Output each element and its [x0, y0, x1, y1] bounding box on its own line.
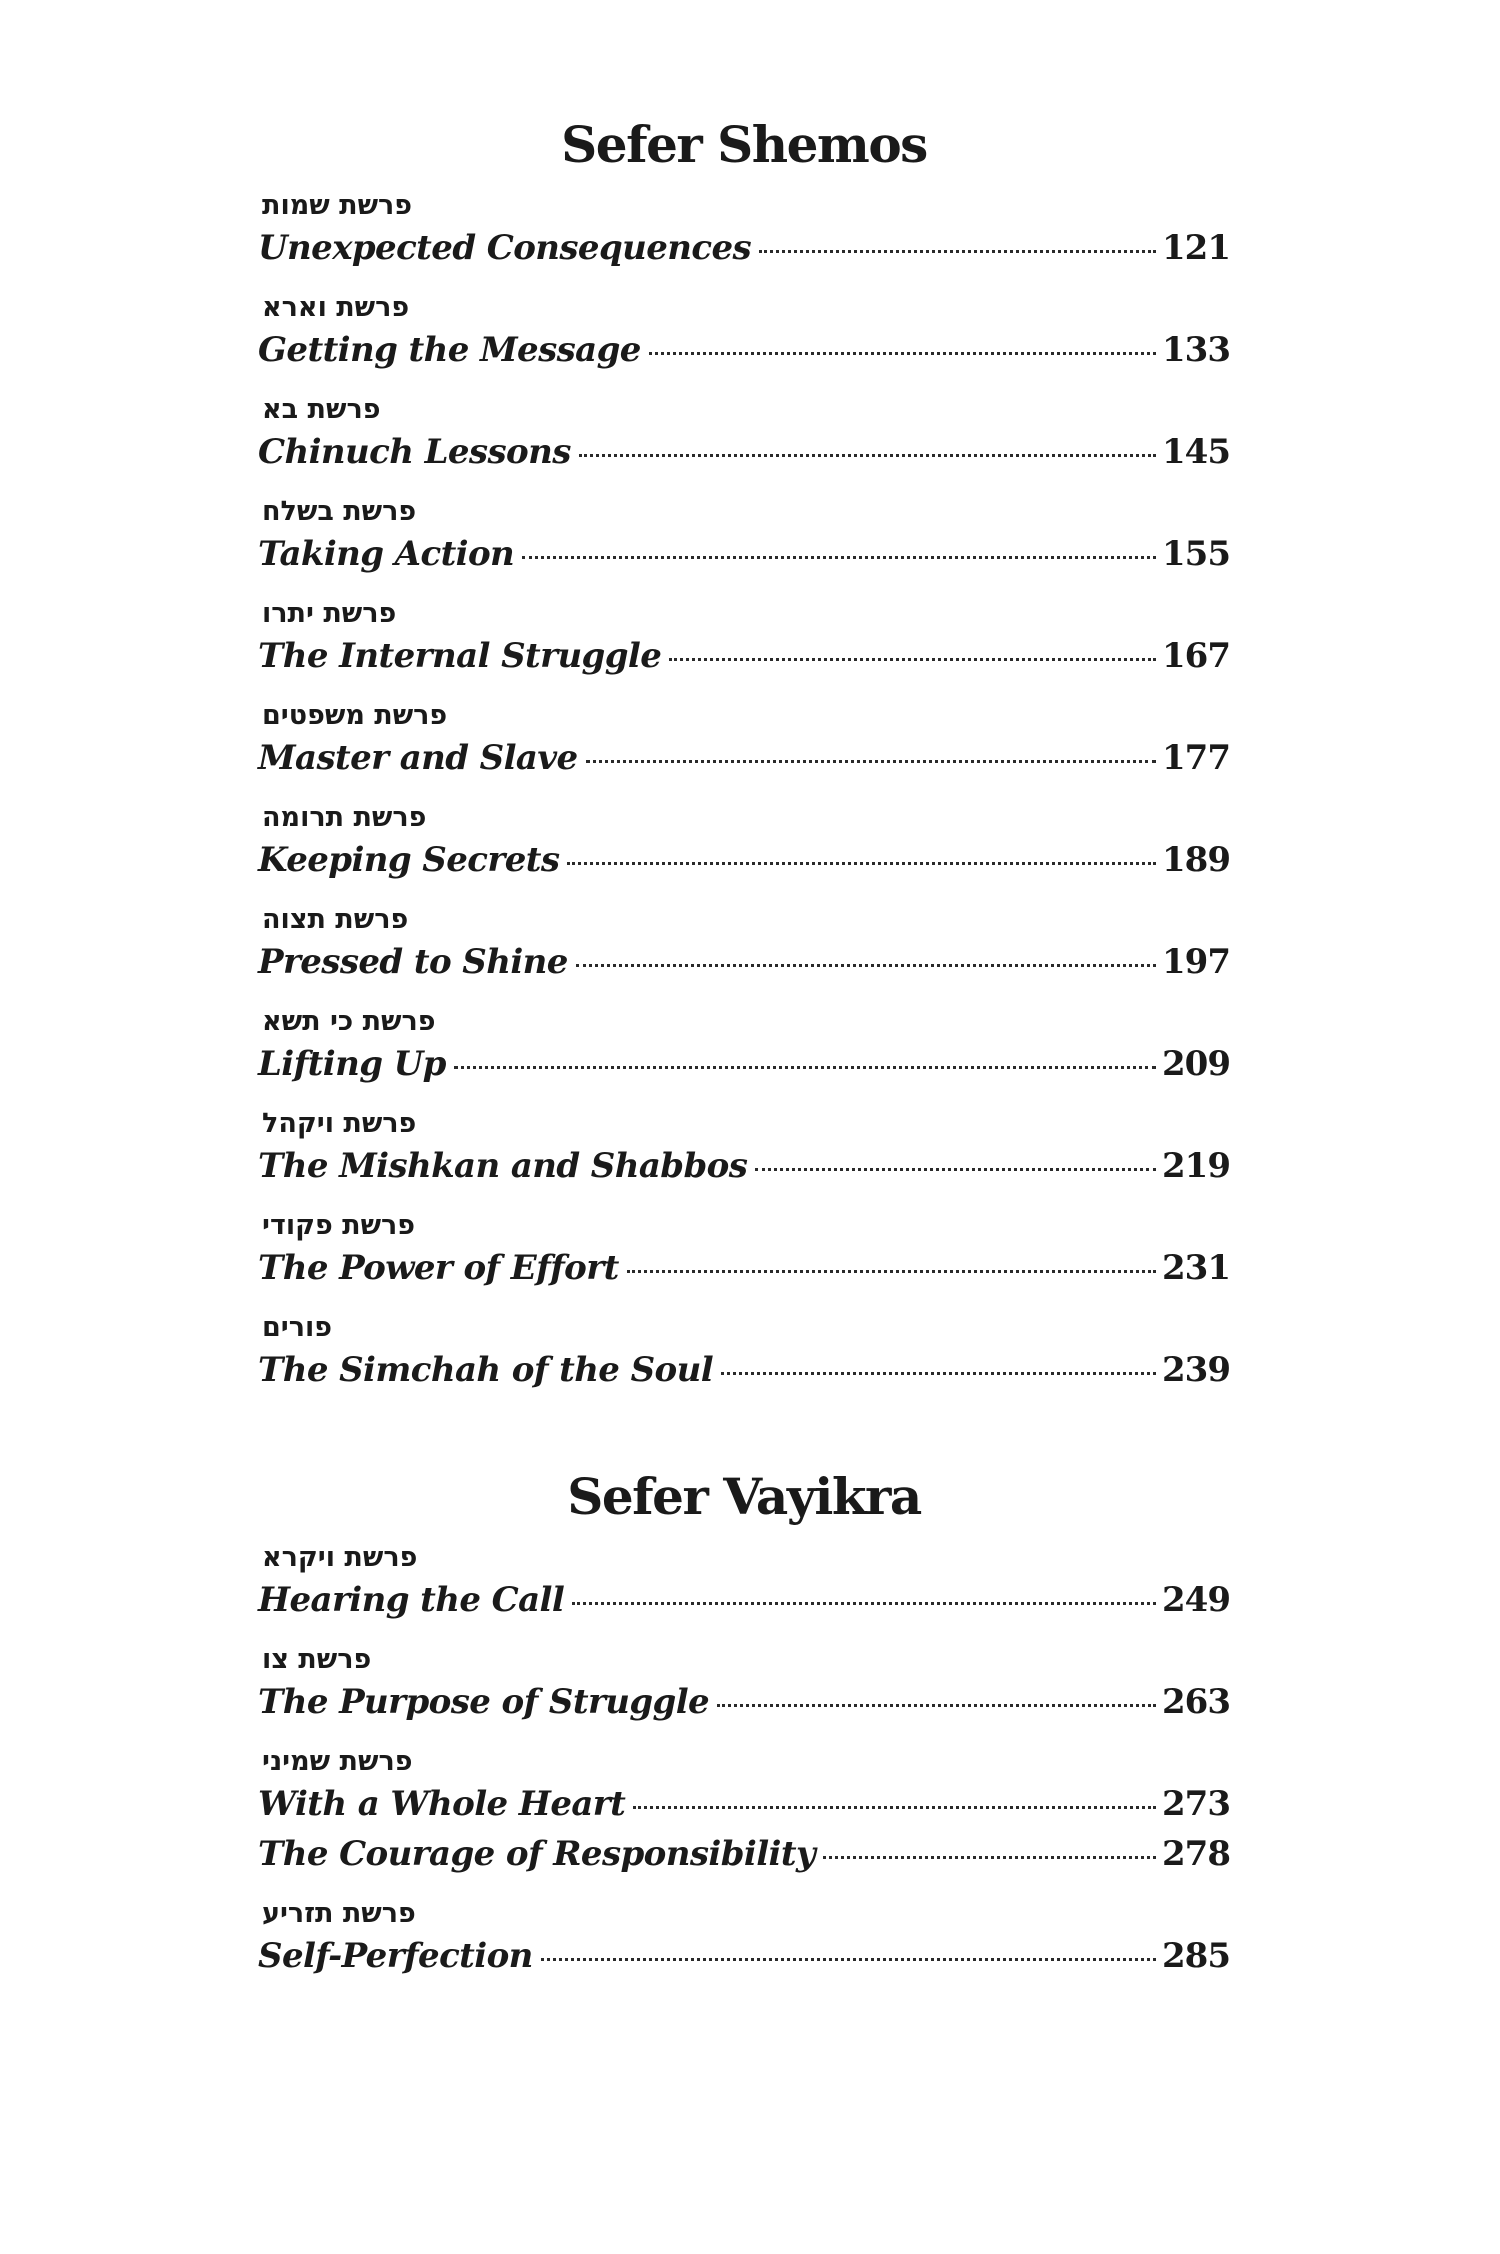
toc-line[interactable]: [258, 937, 1230, 987]
table-of-contents: [258, 0, 1230, 1999]
chapter-title: Getting the Message: [258, 330, 641, 370]
page-number: 189: [1162, 840, 1230, 880]
parsha-label: פרשת יתרו: [262, 598, 397, 629]
toc-entry: [258, 1745, 1230, 1879]
page-number: 249: [1162, 1580, 1230, 1620]
toc-entry: [258, 801, 1230, 885]
toc-entry: [258, 495, 1230, 579]
section-shemos: [258, 189, 1230, 1395]
page-number: 145: [1162, 432, 1230, 472]
parsha-label: פרשת תזריע: [262, 1898, 416, 1929]
toc-entry: [258, 291, 1230, 375]
dot-leader: [669, 658, 1156, 661]
toc-line[interactable]: [258, 427, 1230, 477]
toc-line[interactable]: [258, 1141, 1230, 1191]
chapter-title: Chinuch Lessons: [258, 432, 571, 472]
chapter-title: Keeping Secrets: [258, 840, 560, 880]
chapter-title: The Mishkan and Shabbos: [258, 1146, 748, 1186]
chapter-title: The Purpose of Struggle: [258, 1682, 710, 1722]
parsha-label: פרשת ויקהל: [262, 1108, 417, 1139]
chapter-title: With a Whole Heart: [258, 1784, 626, 1824]
parsha-label: פרשת משפטים: [262, 700, 448, 731]
toc-line[interactable]: [258, 1243, 1230, 1293]
page-number: 121: [1162, 228, 1230, 268]
toc-line[interactable]: [258, 223, 1230, 273]
toc-line[interactable]: [258, 1575, 1230, 1625]
page-number: 209: [1162, 1044, 1230, 1084]
dot-leader: [721, 1372, 1156, 1375]
toc-entry: [258, 189, 1230, 273]
chapter-title: The Simchah of the Soul: [258, 1350, 714, 1390]
chapter-title: Self-Perfection: [258, 1936, 533, 1976]
page-number: 133: [1162, 330, 1230, 370]
toc-line[interactable]: [258, 529, 1230, 579]
dot-leader: [567, 862, 1156, 865]
page-number: 155: [1162, 534, 1230, 574]
page-number: 197: [1162, 942, 1230, 982]
dot-leader: [522, 556, 1156, 559]
dot-leader: [541, 1958, 1156, 1961]
parsha-label: פרשת פקודי: [262, 1210, 416, 1241]
toc-line[interactable]: [258, 835, 1230, 885]
chapter-title: Hearing the Call: [258, 1580, 565, 1620]
toc-entry: [258, 1107, 1230, 1191]
section-vayikra: [258, 1541, 1230, 1981]
page-number: 231: [1162, 1248, 1230, 1288]
dot-leader: [759, 250, 1156, 253]
toc-line[interactable]: [258, 325, 1230, 375]
dot-leader: [576, 964, 1156, 967]
toc-line[interactable]: [258, 733, 1230, 783]
chapter-title: The Internal Struggle: [258, 636, 662, 676]
toc-line[interactable]: [258, 1779, 1230, 1829]
parsha-label: פורים: [262, 1312, 333, 1343]
section-title: Sefer Shemos: [561, 115, 927, 174]
page-number: 177: [1162, 738, 1230, 778]
dot-leader: [633, 1806, 1156, 1809]
dot-leader: [649, 352, 1156, 355]
dot-leader: [823, 1856, 1156, 1859]
chapter-title: Taking Action: [258, 534, 515, 574]
toc-line[interactable]: [258, 1829, 1230, 1879]
page-number: 239: [1162, 1350, 1230, 1390]
dot-leader: [755, 1168, 1156, 1171]
dot-leader: [717, 1704, 1156, 1707]
toc-line[interactable]: [258, 1931, 1230, 1981]
toc-line[interactable]: [258, 1039, 1230, 1089]
chapter-title: Master and Slave: [258, 738, 578, 778]
chapter-title: Pressed to Shine: [258, 942, 568, 982]
page-number: 278: [1162, 1834, 1230, 1874]
toc-line[interactable]: [258, 1345, 1230, 1395]
toc-entry: [258, 1311, 1230, 1395]
toc-entry: [258, 1897, 1230, 1981]
toc-entry: [258, 1209, 1230, 1293]
parsha-label: פרשת ויקרא: [262, 1542, 418, 1573]
chapter-title: Unexpected Consequences: [258, 228, 752, 268]
toc-entry: [258, 699, 1230, 783]
page-number: 285: [1162, 1936, 1230, 1976]
dot-leader: [627, 1270, 1156, 1273]
parsha-label: פרשת וארא: [262, 292, 410, 323]
parsha-label: פרשת שמיני: [262, 1746, 413, 1777]
toc-entry: [258, 1005, 1230, 1089]
parsha-label: פרשת בא: [262, 394, 381, 425]
page-number: 219: [1162, 1146, 1230, 1186]
toc-entry: [258, 393, 1230, 477]
parsha-label: פרשת שמות: [262, 190, 413, 221]
toc-entry: [258, 903, 1230, 987]
toc-entry: [258, 1541, 1230, 1625]
dot-leader: [579, 454, 1156, 457]
dot-leader: [572, 1602, 1156, 1605]
chapter-title: The Power of Effort: [258, 1248, 619, 1288]
toc-entry: [258, 1643, 1230, 1727]
page-number: 167: [1162, 636, 1230, 676]
parsha-label: פרשת בשלח: [262, 496, 417, 527]
toc-line[interactable]: [258, 1677, 1230, 1727]
chapter-title: Lifting Up: [258, 1044, 446, 1084]
parsha-label: פרשת צו: [262, 1644, 372, 1675]
dot-leader: [454, 1066, 1156, 1069]
section-title: Sefer Vayikra: [567, 1467, 921, 1526]
toc-entry: [258, 597, 1230, 681]
toc-line[interactable]: [258, 631, 1230, 681]
page-number: 273: [1162, 1784, 1230, 1824]
parsha-label: פרשת תצוה: [262, 904, 409, 935]
parsha-label: פרשת כי תשא: [262, 1006, 436, 1037]
parsha-label: פרשת תרומה: [262, 802, 427, 833]
page-number: 263: [1162, 1682, 1230, 1722]
dot-leader: [586, 760, 1156, 763]
chapter-title: The Courage of Responsibility: [258, 1834, 816, 1874]
